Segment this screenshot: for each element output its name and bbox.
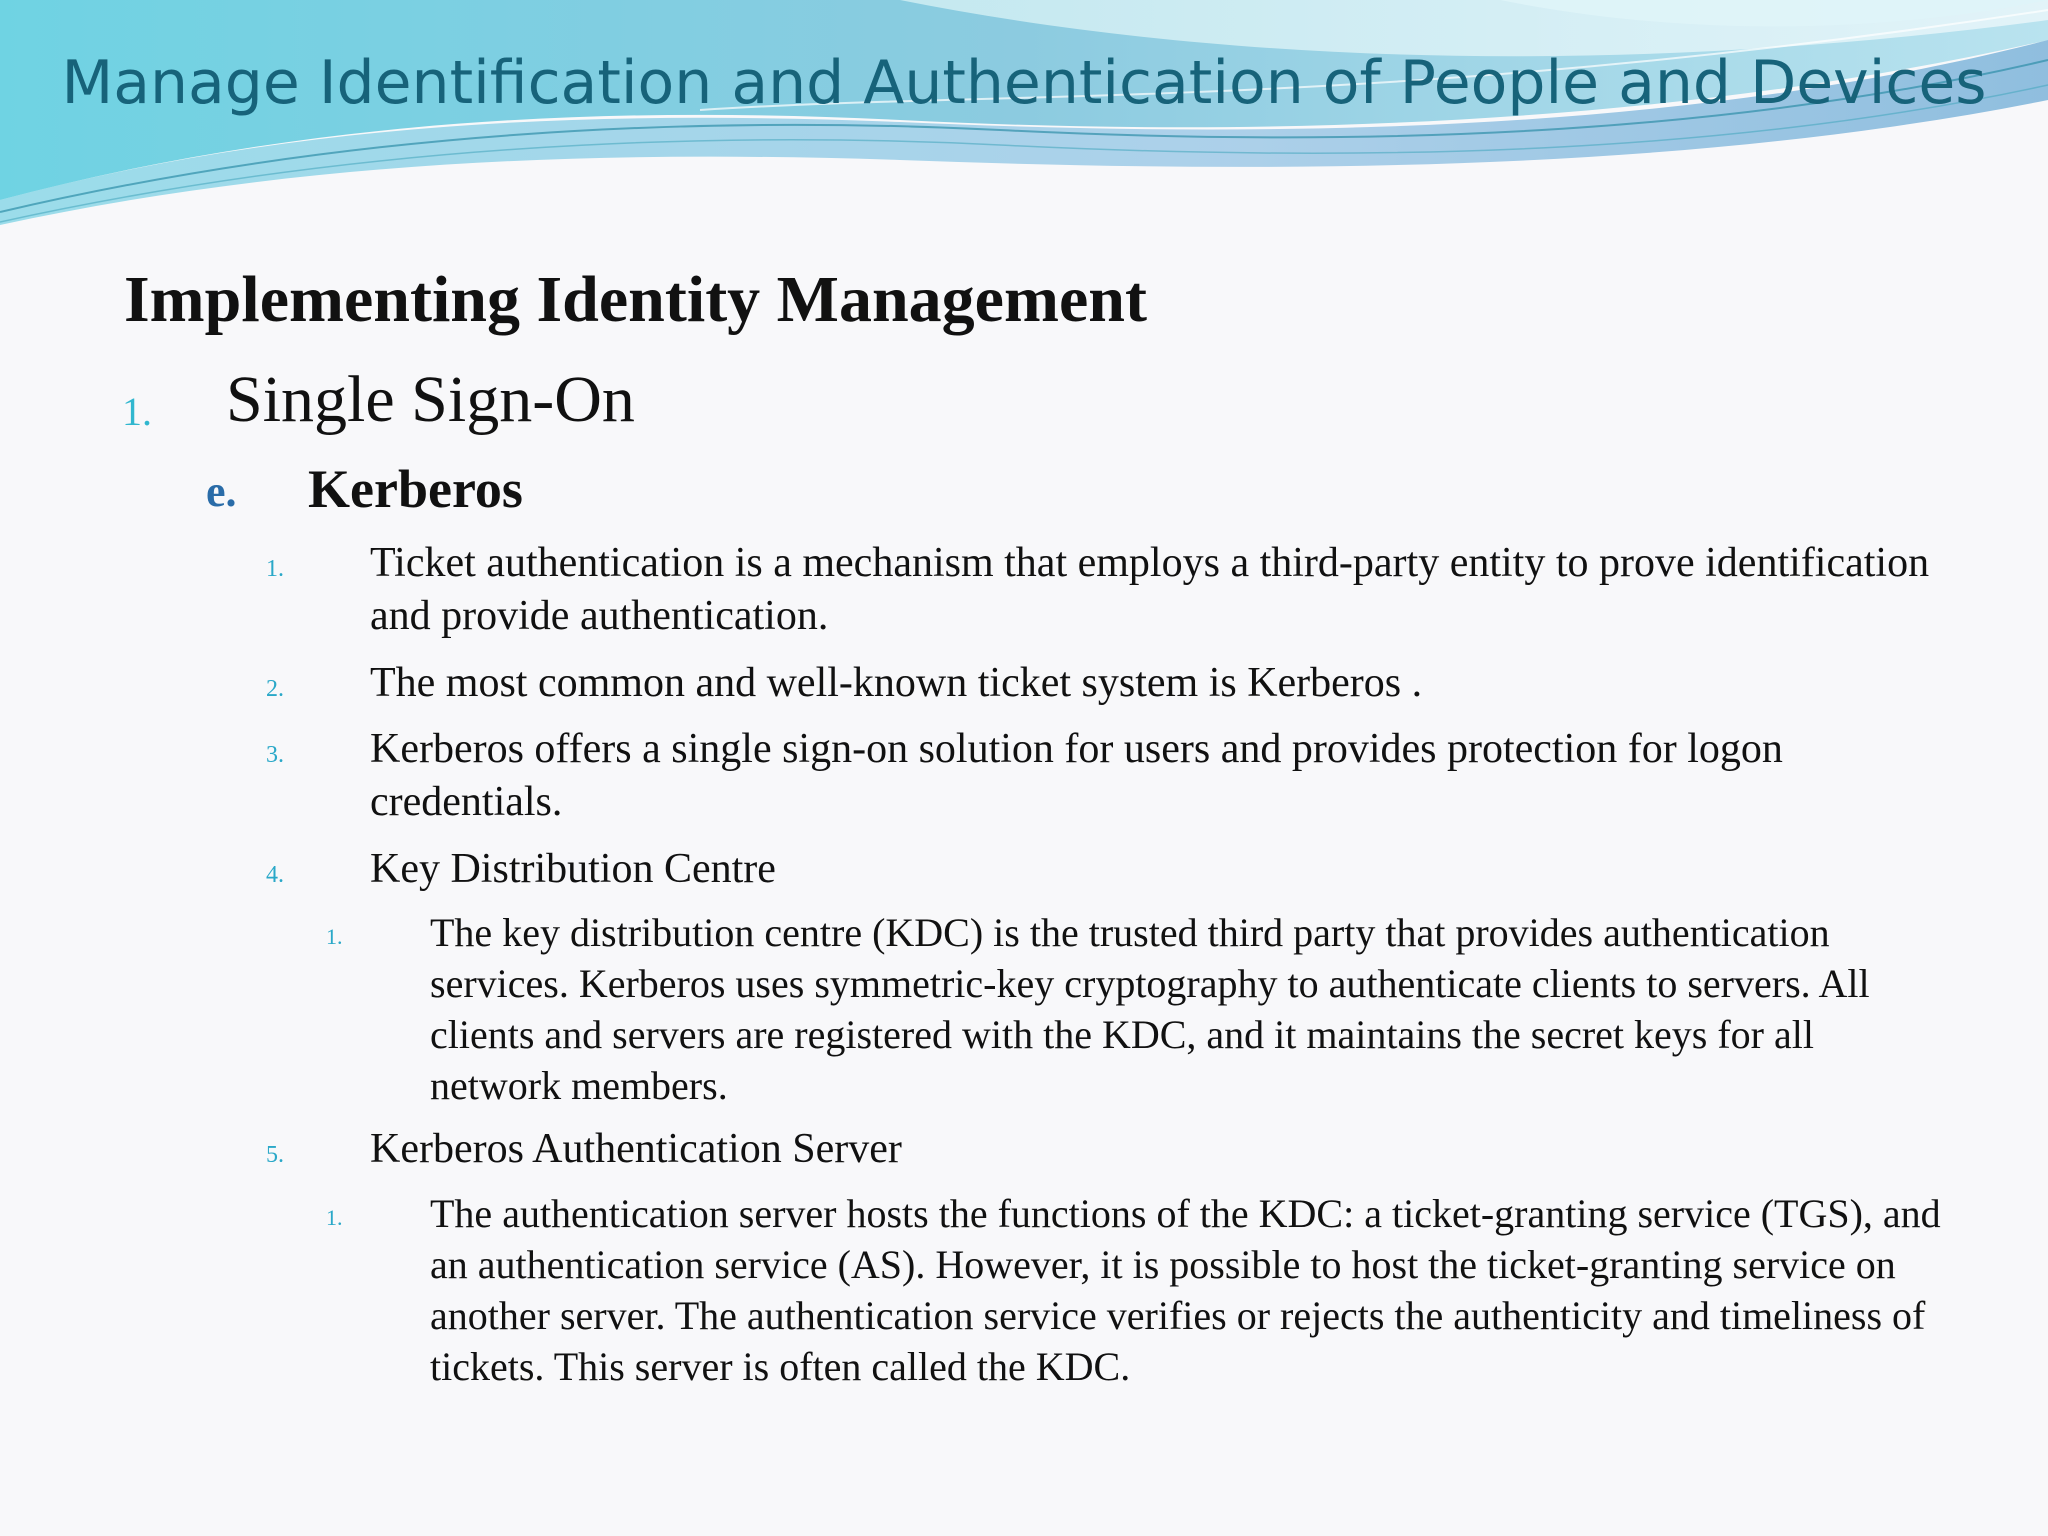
list-item (266, 723, 1930, 829)
list-item-text: Ticket authentication is a mechanism that employs a third-party entity to prove identification and provide authentication. (370, 540, 1930, 639)
list-item-text: The key distribution centre (KDC) is the trusted third party that provides authentication services. Kerberos uses symmetric-key cryptography to authenticate clients to servers. All clients and servers are registered with the KDC, and it maintains the secret keys for all network members. (430, 910, 1870, 1108)
list-number: 2. (266, 676, 284, 702)
list-item-label: Single Sign-On (226, 363, 635, 436)
section-heading: Implementing Identity Management (124, 263, 1147, 336)
list-number: 3. (266, 742, 284, 768)
list-subitem (326, 907, 1950, 1111)
list-number: e. (206, 467, 237, 516)
list-item-text: The authentication server hosts the functions of the KDC: a ticket-granting service (TGS), and an authentication service (AS). However, it is possible to host the ticket-granting service on another server. The authentication service verifies or rejects the authenticity and timeliness of tickets. This server is often called the KDC. (430, 1191, 1941, 1389)
list-number: 1. (326, 1205, 343, 1230)
list-number: 5. (266, 1142, 284, 1168)
header-wave-decoration (0, 0, 2048, 240)
list-item (266, 657, 1930, 710)
list-item-text: The most common and well-known ticket system is Kerberos . (370, 660, 1423, 706)
list-item-text: Key Distribution Centre (370, 846, 776, 892)
list-item (266, 1123, 1930, 1176)
list-item-text: Kerberos offers a single sign-on solution for users and provides protection for logon credentials. (370, 726, 1783, 825)
list-item-label: Kerberos (308, 459, 523, 519)
list-number: 1. (266, 556, 284, 582)
slide-title: Manage Identification and Authentication of People and Devices (61, 48, 1987, 118)
list-number: 1. (122, 389, 152, 434)
list-number: 4. (266, 862, 284, 888)
list-item (266, 843, 1930, 896)
list-number: 1. (326, 924, 343, 949)
list-subitem (326, 1188, 1950, 1392)
list-item-text: Kerberos Authentication Server (370, 1126, 902, 1172)
list-item (266, 537, 1930, 643)
